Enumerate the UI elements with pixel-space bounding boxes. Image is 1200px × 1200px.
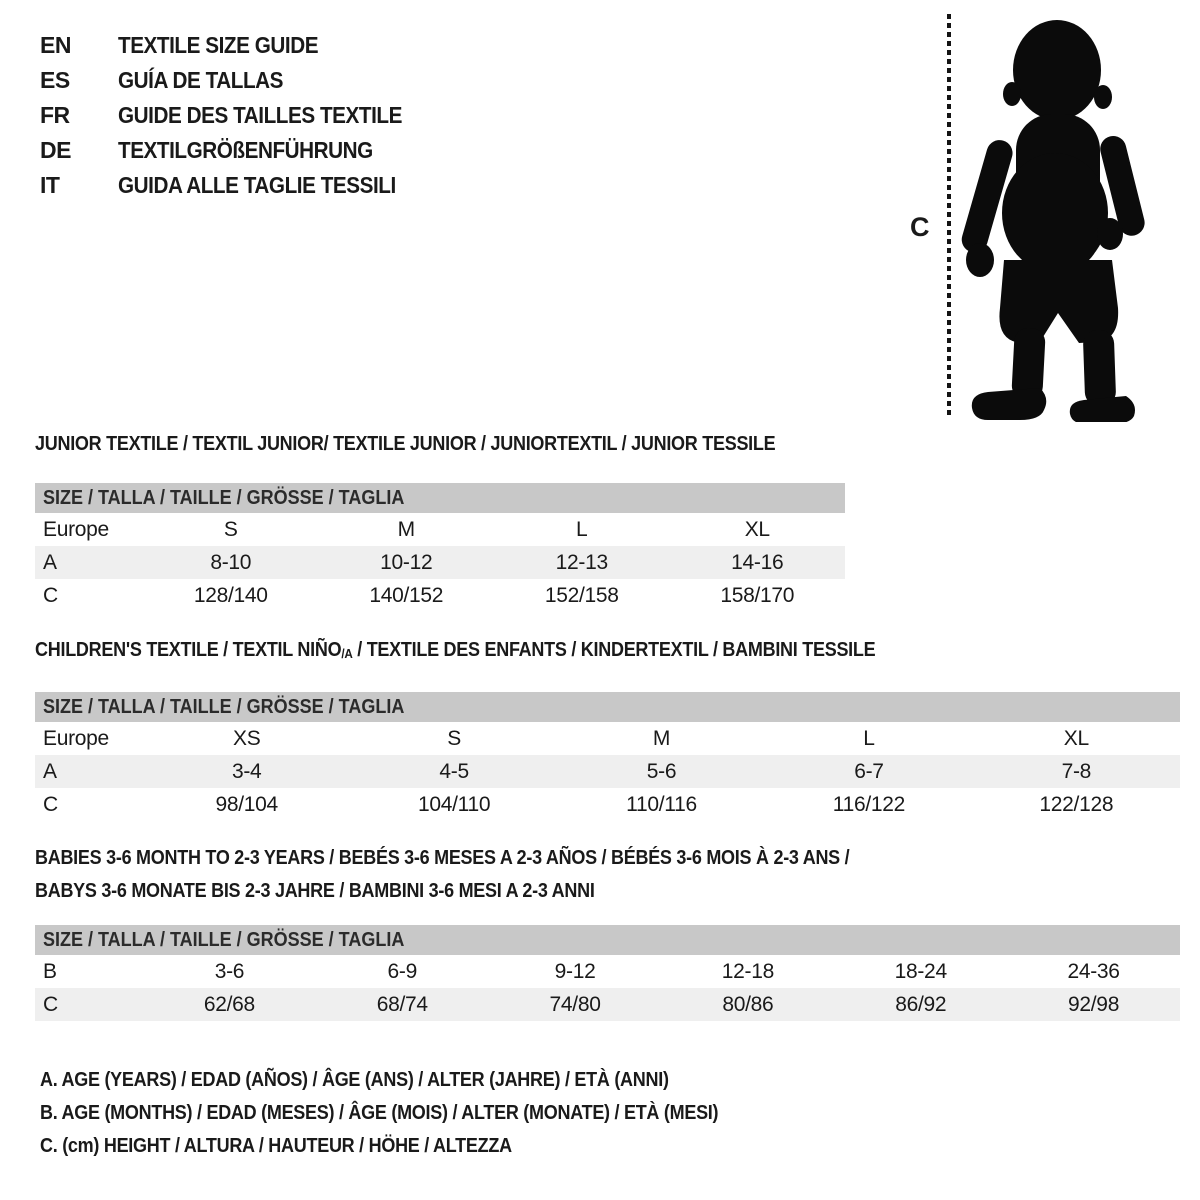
section-title-pre: CHILDREN'S TEXTILE / TEXTIL NIÑO: [35, 639, 342, 661]
table-cell: 92/98: [1068, 993, 1120, 1016]
table-cell: 8-10: [210, 551, 252, 574]
section-title: [35, 634, 1180, 670]
language-code: EN: [40, 32, 71, 58]
section-title-subscript: /A: [341, 646, 353, 661]
table-cell: S: [223, 518, 238, 541]
size-header-bar: [35, 925, 1180, 955]
size-header-text: SIZE / TALLA / TAILLE / GRÖSSE / TAGLIA: [43, 696, 405, 718]
table-cell: XL: [744, 518, 770, 541]
row-label: Europe: [43, 518, 109, 541]
table-cell: XL: [1063, 727, 1089, 750]
legend: [40, 1064, 794, 1163]
height-dotted-line: [947, 14, 951, 416]
row-label: C: [43, 793, 58, 816]
table-row: [35, 755, 1180, 788]
size-header-bar: [35, 692, 1180, 722]
table-cell: 122/128: [1039, 793, 1114, 816]
table-row: [35, 955, 1180, 988]
table-cell: 7-8: [1061, 760, 1092, 783]
language-title-list: [40, 28, 434, 203]
row-label: C: [43, 584, 58, 607]
table-cell: 86/92: [895, 993, 947, 1016]
section-title-line1: BABIES 3-6 MONTH TO 2-3 YEARS / BEBÉS 3-6 MESES A 2-3 AÑOS / BÉBÉS 3-6 MOIS À 2-3 ANS /: [35, 847, 850, 869]
table-cell: 68/74: [376, 993, 428, 1016]
row-label: Europe: [43, 727, 109, 750]
table-cell: 152/158: [544, 584, 619, 607]
legend-line-b: [40, 1097, 794, 1130]
table-cell: 98/104: [215, 793, 278, 816]
table-cell: 18-24: [894, 960, 947, 983]
size-table: [35, 722, 1180, 821]
table-cell: S: [447, 727, 461, 750]
language-code: ES: [40, 67, 70, 93]
table-row: [35, 988, 1180, 1021]
language-row: [40, 133, 434, 168]
language-code: FR: [40, 102, 70, 128]
table-cell: 62/68: [203, 993, 255, 1016]
legend-line-b-text: B. AGE (MONTHS) / EDAD (MESES) / ÂGE (MOIS) / ALTER (MONATE) / ETÀ (MESI): [40, 1102, 719, 1124]
table-cell: 140/152: [369, 584, 444, 607]
table-row: [35, 513, 845, 546]
table-row: [35, 579, 845, 612]
table-cell: 116/122: [832, 793, 906, 816]
table-cell: 24-36: [1067, 960, 1120, 983]
table-cell: 12-13: [555, 551, 608, 574]
table-cell: M: [652, 727, 671, 750]
language-label: GUIDE DES TAILLES TEXTILE: [118, 102, 402, 128]
table-cell: XS: [232, 727, 261, 750]
table-row: [35, 546, 845, 579]
size-table: [35, 513, 845, 612]
section-children-textile: [35, 634, 1180, 821]
row-label: C: [43, 993, 58, 1016]
table-cell: 3-6: [214, 960, 245, 983]
section-title-text: JUNIOR TEXTILE / TEXTIL JUNIOR/ TEXTILE JUNIOR / JUNIORTEXTIL / JUNIOR TESSILE: [35, 433, 776, 455]
table-row: [35, 722, 1180, 755]
table-cell: 14-16: [731, 551, 784, 574]
table-cell: L: [576, 518, 588, 541]
size-header-bar: [35, 483, 845, 513]
size-header-text: SIZE / TALLA / TAILLE / GRÖSSE / TAGLIA: [43, 487, 405, 509]
language-code: DE: [40, 137, 71, 163]
table-cell: 158/170: [720, 584, 795, 607]
row-label: A: [43, 551, 57, 574]
section-title: [35, 428, 845, 461]
table-cell: 110/116: [626, 793, 697, 816]
language-row: [40, 63, 434, 98]
table-row: [35, 788, 1180, 821]
legend-line-a-text: A. AGE (YEARS) / EDAD (AÑOS) / ÂGE (ANS) / ALTER (JAHRE) / ETÀ (ANNI): [40, 1069, 669, 1091]
table-cell: 4-5: [439, 760, 469, 783]
size-header-text: SIZE / TALLA / TAILLE / GRÖSSE / TAGLIA: [43, 929, 405, 951]
legend-line-a: [40, 1064, 794, 1097]
height-measure-label: C: [910, 212, 930, 242]
legend-line-c-text: C. (cm) HEIGHT / ALTURA / HAUTEUR / HÖHE / ALTEZZA: [40, 1135, 512, 1157]
language-row: [40, 98, 434, 133]
table-cell: 5-6: [646, 760, 677, 783]
section-junior-textile: [35, 428, 845, 612]
language-label: TEXTILGRÖßENFÜHRUNG: [118, 137, 373, 163]
table-cell: 80/86: [722, 993, 774, 1016]
language-label: GUÍA DE TALLAS: [118, 67, 284, 93]
language-row: [40, 28, 434, 63]
table-cell: 3-4: [231, 760, 262, 783]
table-cell: 9-12: [554, 960, 596, 983]
section-babies-textile: [35, 842, 1180, 1021]
row-label: B: [43, 960, 57, 983]
section-title-text: [35, 634, 875, 670]
baby-toddler-silhouette-icon: [958, 10, 1148, 422]
table-cell: 128/140: [193, 584, 268, 607]
language-row: [40, 168, 434, 203]
table-cell: 6-7: [854, 760, 884, 783]
language-label: TEXTILE SIZE GUIDE: [118, 32, 319, 58]
table-cell: 10-12: [380, 551, 433, 574]
table-cell: 104/110: [417, 793, 491, 816]
table-cell: 6-9: [387, 960, 417, 983]
language-code: IT: [40, 172, 60, 198]
section-title-post: / TEXTILE DES ENFANTS / KINDERTEXTIL / BAMBINI TESSILE: [352, 639, 876, 661]
row-label: A: [43, 760, 57, 783]
size-table: [35, 955, 1180, 1021]
section-title-line2: BABYS 3-6 MONATE BIS 2-3 JAHRE / BAMBINI 3-6 MESI A 2-3 ANNI: [35, 880, 595, 902]
table-cell: 12-18: [721, 960, 774, 983]
language-label: GUIDA ALLE TAGLIE TESSILI: [118, 172, 396, 198]
section-title: [35, 842, 1180, 908]
table-cell: 74/80: [549, 993, 601, 1016]
table-cell: M: [397, 518, 415, 541]
legend-line-c: [40, 1130, 794, 1163]
table-cell: L: [863, 727, 875, 750]
